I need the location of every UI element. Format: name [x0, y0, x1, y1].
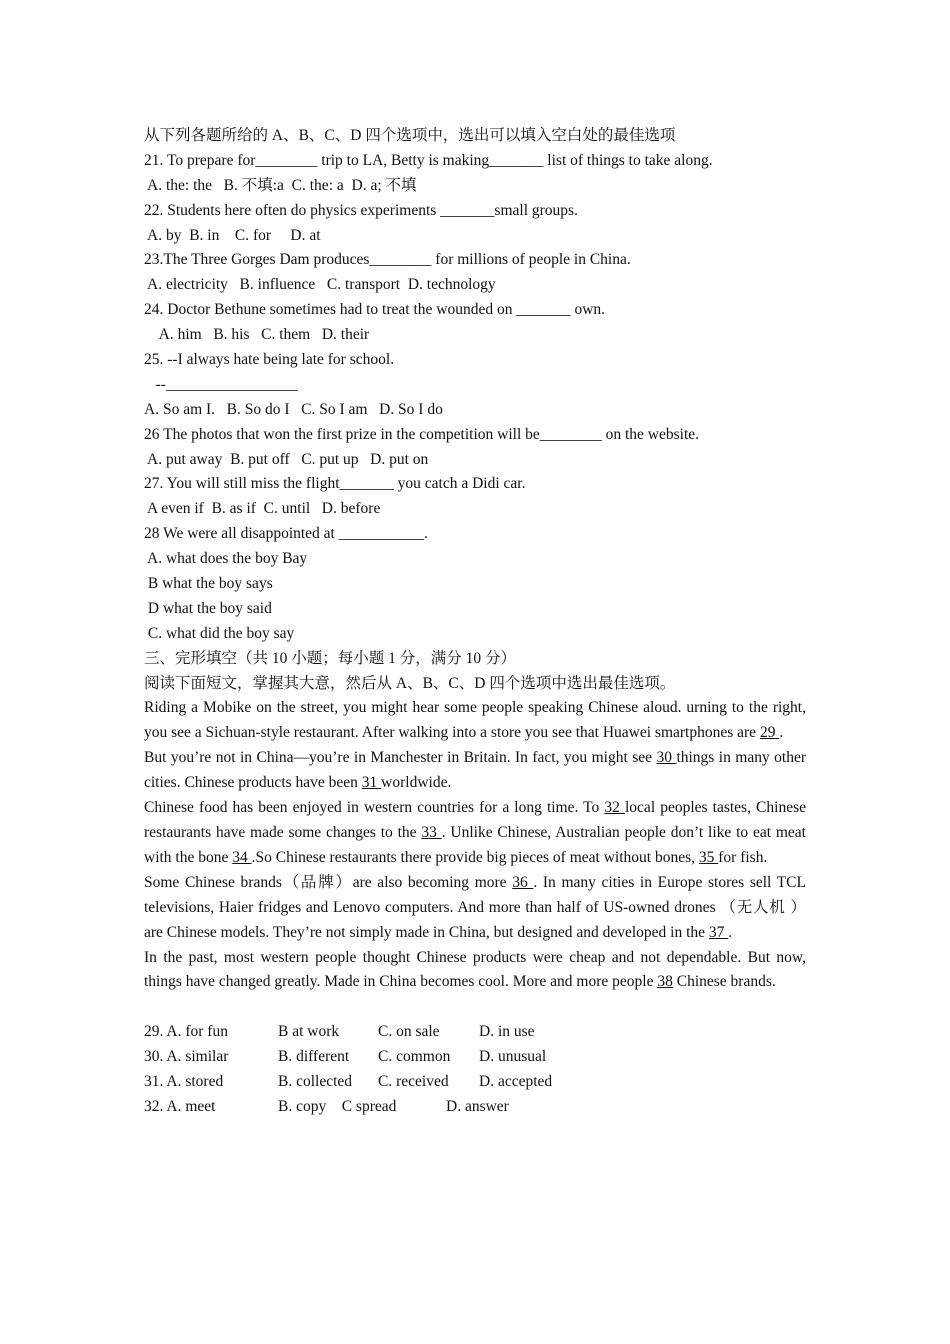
section-heading: 三、完形填空（共 10 小题；每小题 1 分，满分 10 分） — [144, 649, 517, 667]
option-c: C. received — [378, 1073, 449, 1091]
blank-34: 34 — [232, 848, 252, 866]
section-instruction: 从下列各题所给的 A、B、C、D 四个选项中，选出可以填入空白处的最佳选项 — [144, 127, 676, 144]
passage-paragraph-1 — [144, 696, 806, 746]
question-line: 26 The photos that won the first prize in the competition will be________ on the website. — [144, 425, 700, 443]
passage-text: .So Chinese restaurants there provide big pieces of meat without bones, — [251, 848, 699, 866]
passage-text: for fish. — [718, 848, 768, 866]
question-options: A. So am I. B. So do I C. So I am D. So I do — [144, 400, 443, 418]
option-d: D. answer — [446, 1097, 509, 1115]
option-a: 31. A. stored — [144, 1073, 224, 1091]
question-option: A. what does the boy Bay — [144, 550, 308, 568]
option-row-31 — [144, 1070, 806, 1095]
option-d: D. in use — [479, 1023, 535, 1041]
question-line: 24. Doctor Bethune sometimes had to treat the wounded on _______ own. — [144, 301, 606, 319]
option-b: B. collected — [278, 1073, 353, 1091]
passage-text: . — [779, 724, 784, 742]
option-a: 32. A. meet — [144, 1097, 216, 1115]
option-a: 30. A. similar — [144, 1048, 229, 1066]
question-options: A. the: the B. 不填:a C. the: a D. a; 不填 — [144, 176, 417, 194]
passage-text: In the past, most western people thought Chinese products were cheap and not dependable. But now, things have changed greatly. Made in China becomes cool. More and more people — [144, 948, 806, 991]
question-options: A. put away B. put off C. put up D. put on — [144, 450, 429, 468]
question-options: A. him B. his C. them D. their — [144, 326, 370, 344]
passage-text: . — [728, 923, 733, 941]
question-line: 28 We were all disappointed at ___________. — [144, 525, 428, 543]
option-a: 29. A. for fun — [144, 1023, 228, 1041]
question-line: 27. You will still miss the flight_______ you catch a Didi car. — [144, 475, 526, 493]
passage-text: But you’re not in China—you’re in Manchester in Britain. In fact, you might see — [144, 749, 657, 767]
passage-paragraph-3 — [144, 796, 806, 871]
passage-text: things in many other cities. Chinese products have been — [144, 749, 807, 792]
question-option: D what the boy said — [144, 599, 272, 617]
spacer — [144, 995, 806, 1020]
passage-paragraph-2 — [144, 746, 806, 796]
passage-text: Some Chinese brands（品牌）are also becoming more — [144, 873, 513, 891]
answer-blank: --_________________ — [144, 375, 298, 393]
option-b: B. copy C spread — [278, 1097, 397, 1115]
blank-36: 36 — [512, 873, 534, 891]
option-c: C. common — [378, 1048, 451, 1066]
worksheet-page — [144, 124, 806, 1120]
passage-text: Chinese brands. — [672, 973, 776, 991]
option-b: B. different — [278, 1048, 350, 1066]
option-row-32 — [144, 1095, 806, 1120]
passage-text: . In many cities in Europe stores sell TCL televisions, Haier fridges and Lenovo computers. And more than half of US-owned drones （无人机 ） are Chinese models. They’re not simply made in China, but designed and developed in the — [144, 873, 806, 941]
passage-text: . Unlike Chinese, Australian people don’t like to eat meat with the bone — [144, 824, 806, 866]
question-line: 21. To prepare for________ trip to LA, Betty is making_______ list of things to take along. — [144, 151, 713, 169]
blank-35: 35 — [698, 848, 719, 866]
blank-37: 37 — [708, 923, 729, 941]
question-option: C. what did the boy say — [144, 624, 295, 642]
question-line: 23.The Three Gorges Dam produces________ for millions of people in China. — [144, 251, 631, 269]
blank-32: 32 — [604, 799, 625, 817]
question-option: B what the boy says — [144, 575, 273, 593]
blank-38: 38 — [657, 973, 673, 991]
blank-29: 29 — [759, 724, 780, 742]
blank-31: 31 — [361, 774, 382, 792]
option-row-29 — [144, 1020, 806, 1045]
option-row-30 — [144, 1045, 806, 1070]
question-options: A. electricity B. influence C. transport D. technology — [144, 276, 496, 294]
blank-33: 33 — [421, 824, 442, 842]
option-d: D. unusual — [479, 1048, 547, 1066]
question-options: A even if B. as if C. until D. before — [144, 500, 381, 518]
option-d: D. accepted — [479, 1073, 553, 1091]
blank-30: 30 — [656, 749, 677, 767]
passage-paragraph-4 — [144, 871, 806, 946]
passage-text: Chinese food has been enjoyed in western countries for a long time. To — [144, 799, 605, 817]
question-line: 25. --I always hate being late for school. — [144, 351, 395, 369]
passage-text: Riding a Mobike on the street, you might hear some people speaking Chinese aloud. urning to the right, you see a Sichuan-style restaurant. After walking into a store you see that Huawei smartphones are — [144, 699, 806, 742]
question-options: A. by B. in C. for D. at — [144, 226, 321, 244]
passage-text: local peoples tastes, Chinese restaurants have made some changes to the — [144, 799, 806, 842]
question-line: 22. Students here often do physics experiments _______small groups. — [144, 201, 578, 219]
passage-paragraph-5 — [144, 946, 806, 996]
option-b: B at work — [278, 1023, 340, 1041]
section-instruction: 阅读下面短文，掌握其大意，然后从 A、B、C、D 四个选项中选出最佳选项。 — [144, 674, 676, 692]
passage-text: worldwide. — [381, 774, 452, 792]
option-c: C. on sale — [378, 1023, 440, 1041]
